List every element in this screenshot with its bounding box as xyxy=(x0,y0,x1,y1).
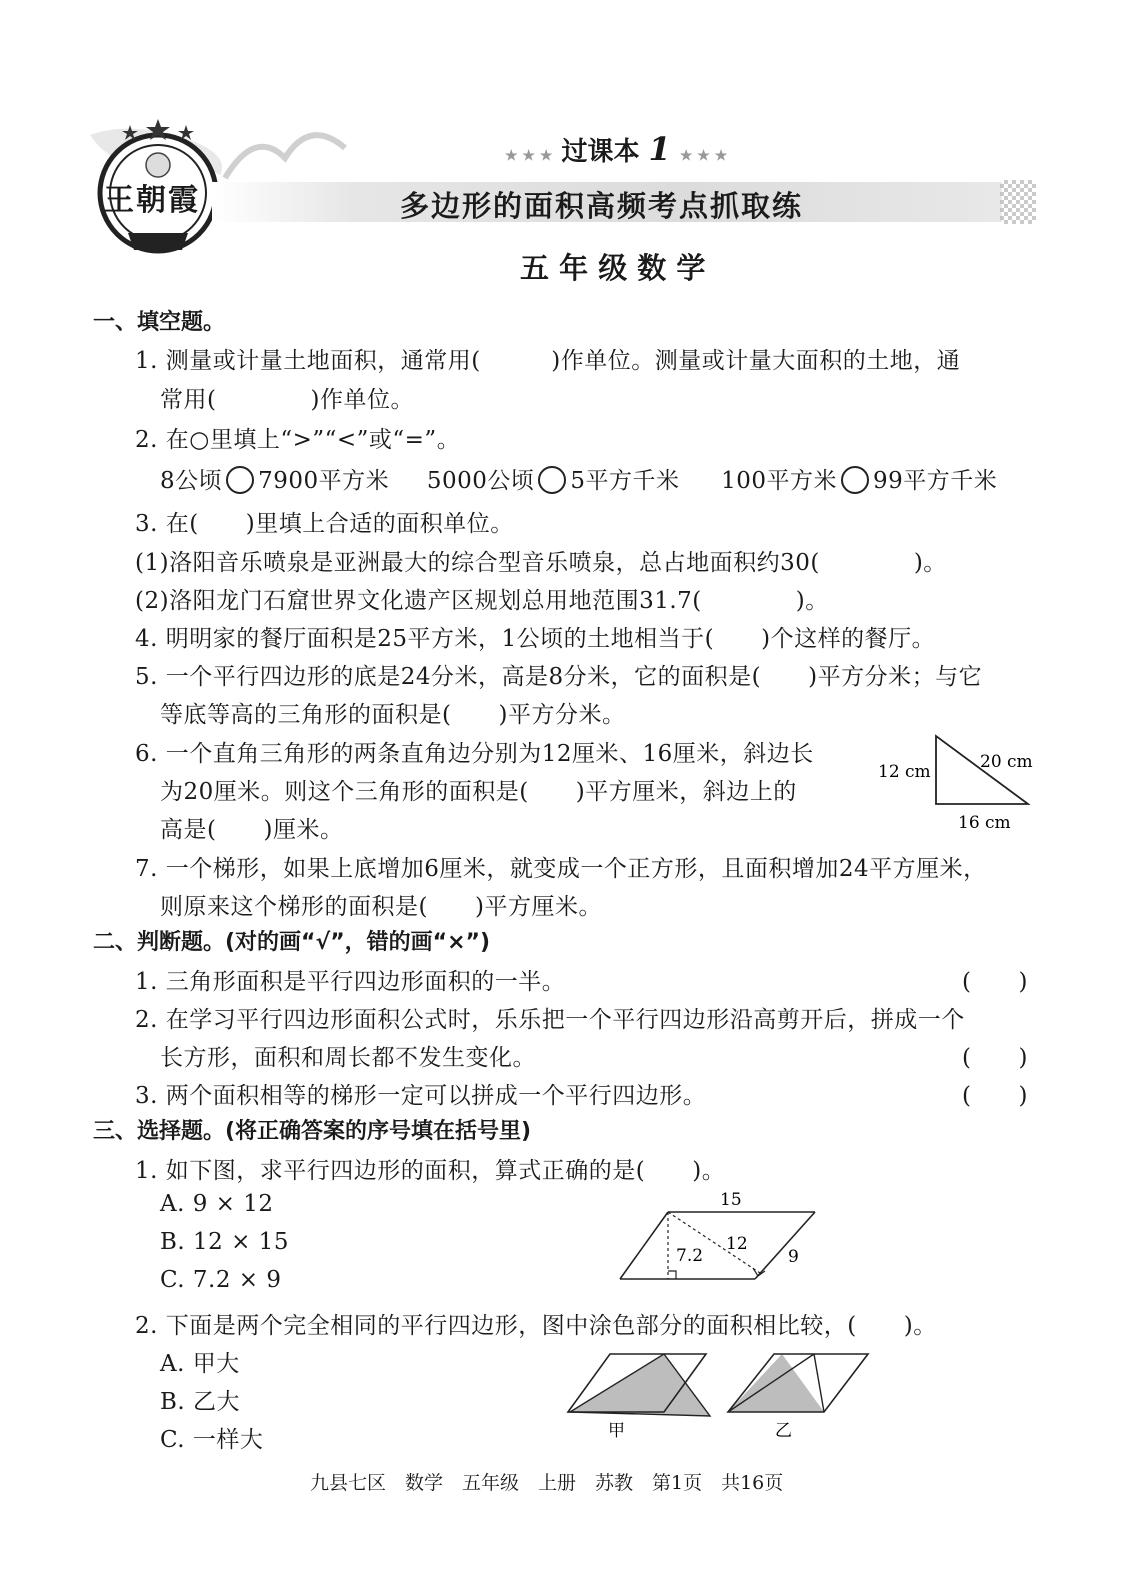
q1-line1: 1. 测量或计量土地面积，通常用( )作单位。测量或计量大面积的土地，通 xyxy=(135,348,961,374)
q6-line3: 高是( )厘米。 xyxy=(160,817,344,843)
judge-q1: 1. 三角形面积是平行四边形面积的一半。 xyxy=(135,969,566,995)
judge-q3: 3. 两个面积相等的梯形一定可以拼成一个平行四边形。 xyxy=(135,1083,707,1109)
right-triangle-figure xyxy=(870,730,1040,840)
section3-heading: 三、选择题。(将正确答案的序号填在括号里) xyxy=(93,1119,532,1144)
triangle-left-label: 12 cm xyxy=(878,762,931,782)
figure-jia-label: 甲 xyxy=(608,1421,625,1441)
main-title: 多边形的面积高频考点抓取练 xyxy=(400,189,804,223)
section2-heading: 二、判断题。(对的画“√”，错的画“×”) xyxy=(93,930,491,955)
series-label: ★ ★ ★ 过课本 1 ★ ★ ★ xyxy=(505,130,728,168)
choice-q2-option-a[interactable]: A. 甲大 xyxy=(160,1351,240,1377)
q5-line2: 等底等高的三角形的面积是( )平方分米。 xyxy=(160,702,626,728)
subtitle: 五 年 级 数 学 xyxy=(520,251,706,285)
para-side-label: 9 xyxy=(788,1247,799,1267)
q7-line1: 7. 一个梯形，如果上底增加6厘米，就变成一个正方形，且面积增加24平方厘米， xyxy=(135,856,987,882)
para-top-label: 15 xyxy=(720,1190,742,1210)
q2-compare-row: 8公顷 7900平方米 5000公顷 5平方千米 100平方米 99平方千米 xyxy=(160,468,998,494)
q5-line1: 5. 一个平行四边形的底是24分米，高是8分米，它的面积是( )平方分米；与它 xyxy=(135,664,983,690)
q3-line3: (2)洛阳龙门石窟世界文化遗产区规划总用地范围31.7( )。 xyxy=(135,588,829,614)
judge-q2-answer[interactable]: ( ) xyxy=(962,1045,1028,1071)
judge-q2-line1: 2. 在学习平行四边形面积公式时，乐乐把一个平行四边形沿高剪开后，拼成一个 xyxy=(135,1007,965,1033)
section1-heading: 一、填空题。 xyxy=(93,310,226,335)
q7-line2: 则原来这个梯形的面积是( )平方厘米。 xyxy=(160,894,602,920)
choice-q1: 1. 如下图，求平行四边形的面积，算式正确的是( )。 xyxy=(135,1158,726,1184)
choice-q1-option-a[interactable]: A. 9 × 12 xyxy=(160,1191,274,1217)
q4-line: 4. 明明家的餐厅面积是25平方米，1公顷的土地相当于( )个这样的餐厅。 xyxy=(135,626,936,652)
figure-yi-label: 乙 xyxy=(775,1421,792,1441)
choice-q2-option-b[interactable]: B. 乙大 xyxy=(160,1389,241,1415)
star-left-icon: ★ ★ ★ xyxy=(505,148,553,164)
q6-line1: 6. 一个直角三角形的两条直角边分别为12厘米、16厘米，斜边长 xyxy=(135,741,814,767)
judge-q1-answer[interactable]: ( ) xyxy=(962,969,1028,995)
compare-circle-2[interactable] xyxy=(538,466,566,494)
judge-q2-line2: 长方形，面积和周长都不发生变化。 xyxy=(160,1045,536,1071)
compare-circle-3[interactable] xyxy=(841,466,869,494)
page-footer: 九县七区 数学 五年级 上册 苏教 第1页 共16页 xyxy=(310,1472,784,1494)
ribbon-decoration-icon xyxy=(215,118,355,188)
logo-name: 王朝霞 xyxy=(104,183,200,218)
parallelogram-figure xyxy=(610,1185,825,1285)
para-height2-label: 12 xyxy=(726,1234,748,1254)
q1-line2: 常用( )作单位。 xyxy=(160,387,414,413)
choice-q1-option-b[interactable]: B. 12 × 15 xyxy=(160,1229,289,1255)
star-right-icon: ★ ★ ★ xyxy=(679,148,728,164)
q3-line1: 3. 在( )里填上合适的面积单位。 xyxy=(135,511,514,537)
q2-line1: 2. 在○里填上“>”“<”或“=”。 xyxy=(135,427,461,453)
q3-line2: (1)洛阳音乐喷泉是亚洲最大的综合型音乐喷泉，总占地面积约30( )。 xyxy=(135,550,947,576)
triangle-bottom-label: 16 cm xyxy=(958,813,1011,833)
checker-pattern xyxy=(1000,180,1036,224)
choice-q2: 2. 下面是两个完全相同的平行四边形，图中涂色部分的面积相比较，( )。 xyxy=(135,1313,937,1339)
judge-q3-answer[interactable]: ( ) xyxy=(962,1083,1028,1109)
compare-circle-1[interactable] xyxy=(226,466,254,494)
q6-line2: 为20厘米。则这个三角形的面积是( )平方厘米，斜边上的 xyxy=(160,779,797,805)
choice-q1-option-c[interactable]: C. 7.2 × 9 xyxy=(160,1267,282,1293)
shaded-parallelograms-figure xyxy=(560,1350,880,1445)
choice-q2-option-c[interactable]: C. 一样大 xyxy=(160,1427,264,1453)
triangle-hyp-label: 20 cm xyxy=(980,752,1033,772)
para-height1-label: 7.2 xyxy=(676,1246,704,1266)
